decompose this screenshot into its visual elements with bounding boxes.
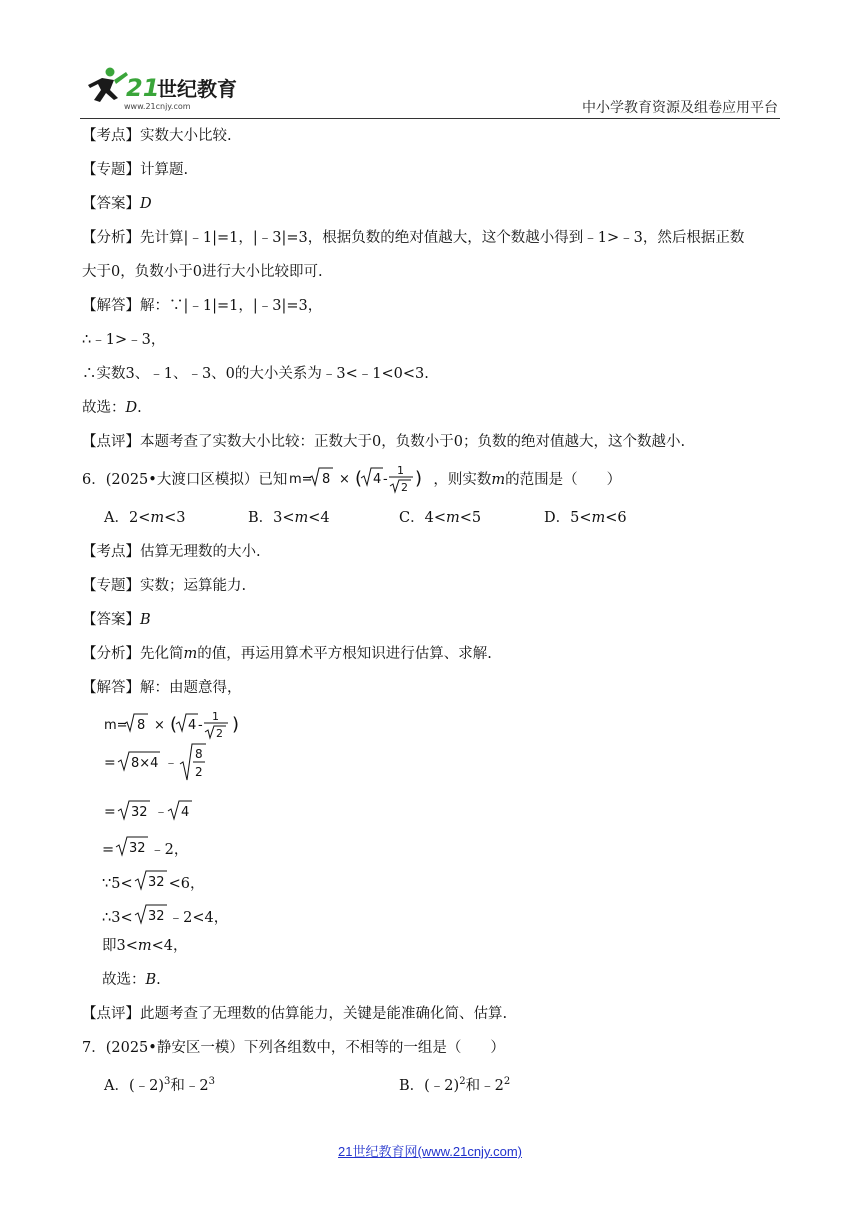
svg-text:8: 8 — [195, 747, 203, 761]
q5-answer: 【答案】D — [82, 196, 152, 212]
q6-comment: 【点评】此题考查了无理数的估算能力，关键是能准确化简、估算. — [82, 1006, 508, 1022]
header-rule — [80, 118, 780, 119]
q6-step-4: = 32 ﹣2， — [102, 834, 188, 860]
platform-title: 中小学教育资源及组卷应用平台 — [582, 100, 778, 116]
svg-text:4: 4 — [181, 805, 190, 820]
svg-text:=: = — [104, 755, 116, 771]
q7-option-a: A．(﹣2)$^3$和$﹣2^3$ — [104, 1076, 215, 1094]
q5-kaodian: 【考点】实数大小比较. — [82, 128, 232, 144]
q6-analysis: 【分析】先化简m的值，再运用算术平方根知识进行估算、求解. — [82, 646, 492, 662]
svg-text:﹣: ﹣ — [164, 755, 178, 771]
q6-step-1-formula — [102, 708, 252, 740]
q6-stem: 6．(2025•大渡口区模拟）已知 m= 8 × ( 4 - 1 2 ) ，则实数m的范围是（ ） — [82, 464, 622, 494]
sqrt-32 — [133, 868, 169, 894]
q6-option-c: C．4<m<5 — [399, 510, 482, 526]
svg-text:2: 2 — [195, 765, 203, 779]
logo-21cnjy — [80, 66, 260, 112]
svg-text:21: 21 — [126, 74, 160, 102]
svg-text:8: 8 — [137, 718, 146, 733]
svg-text:4: 4 — [373, 472, 382, 487]
svg-text:1: 1 — [397, 464, 405, 477]
q5-analysis-1: 【分析】先计算|﹣1|=1，|﹣3|=3，根据负数的绝对值越大，这个数越小得到﹣1>﹣3，然后根据正数 — [82, 230, 745, 246]
q5-analysis-2: 大于0，负数小于0进行大小比较即可. — [82, 264, 323, 280]
svg-text:8×4: 8×4 — [131, 756, 159, 771]
svg-text:8: 8 — [322, 472, 331, 487]
q6-step-3-formula — [102, 796, 202, 826]
svg-text:4: 4 — [188, 718, 197, 733]
footer-link[interactable]: 21世纪教育网(www.21cnjy.com) — [338, 1144, 522, 1159]
runner-icon — [88, 68, 128, 103]
q6-step-7: 即3<m<4， — [102, 938, 188, 954]
logo-text: 世纪教育 — [157, 77, 237, 101]
svg-text:32: 32 — [147, 875, 165, 890]
q6-option-b: B．3<m<4 — [248, 510, 330, 526]
q6-solution-1: 【解答】解：由题意得， — [82, 680, 242, 696]
q6-step-2-formula — [102, 742, 252, 782]
q5-solution-4: 故选：D. — [82, 400, 142, 416]
q5-solution-3: ∴实数3、﹣1、﹣3、0的大小关系为﹣3<﹣1<0<3. — [82, 366, 429, 382]
svg-text:=: = — [104, 804, 116, 820]
svg-text:﹣: ﹣ — [154, 804, 168, 820]
svg-text:(: ( — [170, 714, 178, 735]
svg-text:32: 32 — [147, 909, 165, 924]
q6-kaodian: 【考点】估算无理数的大小. — [82, 544, 261, 560]
svg-text:×: × — [154, 718, 165, 733]
svg-text:-: - — [383, 472, 389, 487]
svg-text:2: 2 — [401, 481, 409, 494]
svg-text:-: - — [198, 718, 203, 733]
q5-comment: 【点评】本题考查了实数大小比较：正数大于0，负数小于0；负数的绝对值越大，这个数越小. — [82, 434, 686, 450]
svg-text:2: 2 — [216, 727, 223, 740]
q6-step-5: ∵5< 32 <6， — [102, 868, 204, 894]
page-header — [80, 66, 780, 118]
q6-zhuanti: 【专题】实数；运算能力. — [82, 578, 247, 594]
svg-text:m=: m= — [104, 718, 128, 733]
svg-text:1: 1 — [212, 710, 219, 723]
sqrt-32 — [133, 902, 169, 928]
q6-step-6: ∴3< 32 ﹣2<4， — [102, 902, 228, 928]
q6-option-a: A．2<m<3 — [104, 510, 186, 526]
sqrt-32 — [114, 834, 150, 860]
svg-text:): ) — [232, 714, 240, 735]
svg-text:): ) — [415, 468, 423, 489]
q7-stem: 7．(2025•静安区一模）下列各组数中，不相等的一组是（ ） — [82, 1040, 505, 1056]
q7-option-b: B．(﹣2)$^2$和$﹣2^2$ — [399, 1076, 511, 1094]
q5-solution-1: 【解答】解：∵|﹣1|=1，|﹣3|=3， — [82, 298, 323, 314]
q5-solution-2: ∴﹣1>﹣3， — [82, 332, 166, 348]
logo-url: www.21cnjy.com — [124, 102, 191, 111]
q5-zhuanti: 【专题】计算题. — [82, 162, 189, 178]
svg-text:32: 32 — [131, 805, 148, 820]
q6-formula — [287, 462, 433, 494]
svg-text:(: ( — [355, 468, 363, 489]
svg-text:m=: m= — [289, 472, 313, 487]
q6-step-8: 故选：B. — [102, 972, 161, 988]
svg-text:32: 32 — [129, 841, 146, 856]
svg-text:×: × — [339, 472, 351, 487]
q6-answer: 【答案】B — [82, 612, 151, 628]
q6-option-d: D．5<m<6 — [544, 510, 627, 526]
